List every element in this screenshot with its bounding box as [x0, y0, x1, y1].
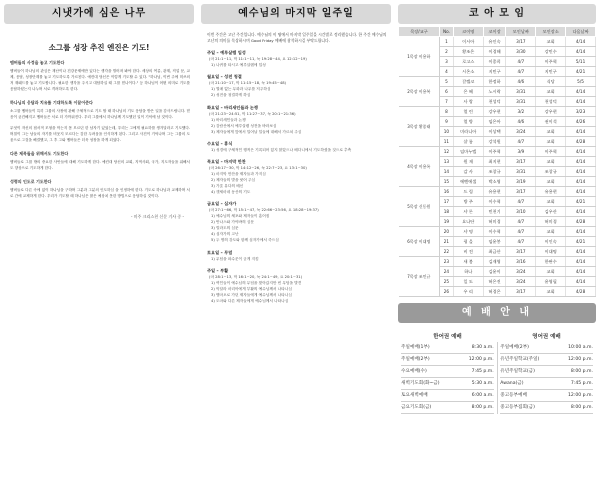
cell-group-table [398, 26, 596, 297]
table-cell: 한판수 [536, 257, 566, 267]
table-cell: 26 [440, 287, 454, 297]
table-cell: 4/14 [566, 187, 596, 197]
day-title: 주일 – 예루살렘 입성 [207, 50, 246, 55]
table-cell: 천성덕 [483, 97, 506, 107]
day-event: 1) 무덤을 파수꾼이 굳게 지킴 [211, 256, 259, 261]
day-event: 3) 엠마오로 가던 제자들에게 예수님께서 나타나심 [211, 292, 292, 297]
day-title: 화요일 – 바리새인들과 논쟁 [207, 104, 258, 110]
table-cell: 조창규 [536, 167, 566, 177]
table-cell: 3/10 [506, 207, 536, 217]
table-row [399, 107, 596, 117]
table-cell: 4/14 [566, 157, 596, 167]
table-cell: 8 [440, 107, 454, 117]
table-cell: 14 [440, 167, 454, 177]
worship-time: 12:00 p.m. [567, 357, 593, 362]
table-cell: 4/28 [566, 217, 596, 227]
worship-name: 토요새벽예배 [401, 393, 428, 398]
table-cell: 유용현 [536, 187, 566, 197]
table-cell: 민천기 [483, 207, 506, 217]
worship-name: Awana(금) [500, 381, 524, 386]
group-name-cell: 7목장 조인규 [399, 257, 440, 297]
table-cell: 19 [440, 217, 454, 227]
table-cell: 7 [440, 97, 454, 107]
worship-name: 금요기도회(금) [401, 405, 432, 410]
table-cell: 허미경 [483, 217, 506, 227]
table-cell: 샤 명 [453, 227, 483, 237]
essay-subheading: 성령의 인도로 기도한다 [10, 178, 52, 184]
table-cell: 5/5 [566, 77, 596, 87]
table-cell: 지민구 [536, 67, 566, 77]
cell-table-header: 목장/교구 [399, 27, 440, 37]
table-cell: 21 [440, 237, 454, 247]
table-cell: 6 [440, 87, 454, 97]
worship-time: 7:45 p.m. [570, 381, 593, 386]
table-cell: 4/21 [566, 67, 596, 77]
day-event: 4) 십자가의 고난 [211, 232, 239, 237]
table-row [399, 77, 596, 87]
day-scripture-ref: (마 21:1~11, 막 11:1~11, 눅 19:28~44, 요 12:12~19) [209, 57, 307, 61]
essay-paragraph: 멤버들이 하나님의 관심은 재난이나 건강문제에만 있다는 생각을 벌어져 봐야 한다. 세상의 여름, 관계, 직업 문, 교제, 응답, 성장단계를 놓고 기도하도록 가르친다. 예컨대 당신은 이렇게 기도할 수 있다. "하나님, 이번 주에 미쓰의 저 재패드를 놓고 기도합니다. 필요한 생각을 주시고 대답하실 때 그를 믿나이다." 등 하나님이 어떤 의미로 기도를 응답하셨는지 나누며 서로 격려하도록 한다. [10, 69, 190, 91]
passion-week-header: 예수님의 마지막 일주일 [201, 4, 391, 24]
table-cell: 4/14 [566, 227, 596, 237]
worship-name: 유년주일학교(주일) [500, 357, 540, 362]
day-scripture-ref: (마 21:23~24:51, 막 11:27~37, 눅 20:1~21:36) [209, 111, 296, 116]
cell-table-header: 코이장 [483, 27, 506, 37]
worship-time: 5:30 a.m. [471, 381, 494, 386]
worship-time: 12:00 p.m. [468, 357, 494, 362]
table-cell: 사 랑 [453, 97, 483, 107]
korean-worship-title: 한어권 예배 [433, 334, 462, 340]
table-cell: 강우현 [483, 107, 506, 117]
table-cell: 4/6 [506, 117, 536, 127]
day-event: 5) 두 명의 강도와 함께 십자가에서 죽으심 [211, 238, 279, 243]
table-cell: 4/14 [566, 177, 596, 187]
table-cell: 요나단 [453, 217, 483, 227]
table-cell: 허은진 [483, 277, 506, 287]
table-cell: 드 림 [453, 187, 483, 197]
table-cell: 이주혁 [536, 147, 566, 157]
table-cell: 교회 [536, 177, 566, 187]
table-cell: 하나 [453, 267, 483, 277]
table-cell: 권이석 [536, 117, 566, 127]
table-cell: 5/11 [566, 57, 596, 67]
table-cell: 4/7 [506, 67, 536, 77]
table-cell: 교회 [536, 37, 566, 47]
cell-table-header: 모인날짜 [506, 27, 536, 37]
table-cell: 4/14 [566, 147, 596, 157]
table-cell: 3/31 [506, 97, 536, 107]
table-cell: 식당 [536, 77, 566, 87]
table-cell: 교회 [536, 87, 566, 97]
table-cell: 김재영 [483, 257, 506, 267]
table-cell: 4/7 [506, 227, 536, 237]
essay-paragraph: 무엇이 자신의 접서적 모형을 막는지 몸 모르던 한 남자기 있었는데, 우리는 그에게 필요하를 생겨달라고 기도했다. 며칠이 그는 남들의 자기를 비웃지 모르다는 감한 두려움을 인식하게 된다. 그리고 사건이 기억나며 그는 그룹의 도움으로 그것을 해결했고, 그 후 그와 멤버들은 더욱 성장을 하게 되었다. [10, 126, 190, 143]
koinonia-header: 코 아 모 임 [398, 4, 596, 24]
table-cell: 이시아 [453, 37, 483, 47]
essay-subheading: 하나님의 응답과 치유를 기대하도록 이끌어준다 [10, 99, 93, 105]
table-cell: 방 주 [453, 197, 483, 207]
table-cell: 3/19 [506, 177, 536, 187]
table-cell: 3/17 [506, 287, 536, 297]
worship-row [401, 354, 494, 366]
table-cell: 이수혁 [483, 197, 506, 207]
cell-table-header-row [399, 27, 596, 37]
passion-week-intro: 이번 주간은 고난 주간입니다. 예수님의 이 땅에서 마지막 일주일을 시간별로 정리했습니다. 한 주간 예수님의 고난의 의미를 묵상하시며 Good Friday 예배에 참석하시길 부탁드립니다. [207, 32, 387, 43]
table-cell: 3/17 [506, 247, 536, 257]
day-event: 1) 바리새인들과 논쟁 [211, 117, 246, 122]
day-title: 금요일 – 십자가 [207, 201, 237, 207]
table-cell: 15 [440, 177, 454, 187]
table-cell: 4/21 [566, 237, 596, 247]
day-scripture-ref: (마 21:10~17, 막 11:15~18, 눅 19:45~48) [209, 81, 286, 86]
essay-header: 시냇가에 심은 나무 [4, 4, 194, 24]
essay-subheading: 다른 제목들을 위해서도 기도한다 [10, 151, 69, 157]
table-cell: 22 [440, 247, 454, 257]
day-event: 1) 예수님의 체포와 제자들이 흩어짐 [211, 214, 270, 219]
table-cell: 3/24 [506, 277, 536, 287]
table-row [399, 37, 596, 47]
table-cell: 지민구 [483, 67, 506, 77]
essay-paragraph: 멤버들로 다른 속에 없이 하나님을 구하며 그분과 그분의 인도하심 을 인정하에 한다. 기도로 하나님과 교제하며 서로 간에 교제하게 한다. 우리가 기도할 때 하나님은 많은 예상치 못한 방법으로 응답하실 것이다. [10, 187, 190, 198]
table-cell: 11 [440, 137, 454, 147]
table-cell: 4/14 [566, 87, 596, 97]
essay-body [4, 60, 194, 200]
day-event: 2) 제자들의 발을 씻어 주심 [211, 178, 256, 183]
table-cell: 로고스 [453, 57, 483, 67]
worship-name: 유년주일학교(금) [500, 369, 535, 374]
table-cell: 황조은 [453, 47, 483, 57]
table-cell: 4/14 [566, 47, 596, 57]
table-cell: 이수혁 [483, 227, 506, 237]
day-title: 토요일 – 무덤 [207, 249, 233, 255]
day-event: 2) 막달라 마리아에게 부활의 예수님께서 나타나심 [211, 286, 292, 291]
day-event: 2) 성전을 청결하게 하심 [211, 93, 251, 98]
day-scripture-ref: (마 27:1~66, 막 15:1~47, 눅 22:66~23:56, 요 18:28~19:37) [209, 208, 319, 213]
table-cell: 이종희 [483, 57, 506, 67]
table-cell: 미라니아 [453, 127, 483, 137]
worship-row [500, 378, 593, 390]
table-cell: 강민수 [536, 47, 566, 57]
korean-worship-list [398, 342, 497, 414]
table-cell: 윤영필 [536, 277, 566, 287]
essay-subheading: 멤버들의 사정을 놓고 기도한다 [10, 60, 65, 65]
table-cell: 비 전 [453, 247, 483, 257]
table-cell: 4/14 [566, 97, 596, 107]
day-title: 주일 – 부활 [207, 267, 229, 273]
worship-time: 6:00 a.m. [471, 393, 494, 398]
table-cell: 3/17 [506, 37, 536, 47]
worship-name: 주일예배(1부) [401, 345, 430, 350]
worship-row [401, 378, 494, 390]
table-cell: 우 리 [453, 287, 483, 297]
table-cell: 이인숙 [536, 237, 566, 247]
worship-row [500, 354, 593, 366]
worship-name: 중고등부예배 [500, 393, 527, 398]
table-row [399, 257, 596, 267]
cell-table-header: 코이명 [453, 27, 483, 37]
cell-table-header: 다음날짜 [566, 27, 596, 37]
table-cell: 12 [440, 147, 454, 157]
worship-time: 8:30 a.m. [471, 345, 494, 350]
table-cell: 한정하 [483, 77, 506, 87]
table-cell: 허경은 [483, 287, 506, 297]
worship-schedule [398, 342, 596, 414]
table-cell: 강우현 [536, 107, 566, 117]
column-koinonia [398, 4, 596, 414]
table-cell: 3 [440, 57, 454, 67]
table-cell: 4/14 [566, 267, 596, 277]
table-cell: 은 혜 [453, 87, 483, 97]
essay-title: 소그룹 성장 추진 엔진은 기도! [48, 43, 150, 52]
table-row [399, 227, 596, 237]
table-cell: 새 봄 [453, 257, 483, 267]
table-cell: 4/7 [506, 137, 536, 147]
worship-name: 주일예배(2부) [500, 345, 529, 350]
table-cell: 열 린 [453, 107, 483, 117]
essay-paragraph: 소그룹 멤버들이 특히 그룹의 사정에 관해 구체적으로 기도 할 때 하나님의 기도 응답을 받은 일을 감사드립니다. 믿음이 균건해지고 멤버들은 서로 더 가까워진다. 우리 그룹에서 하나님께 기도했던 일이 기억에 남 것이다. [10, 108, 190, 119]
table-cell: 3/30 [506, 47, 536, 57]
table-cell: 20 [440, 227, 454, 237]
table-cell: 샬 롬 [453, 137, 483, 147]
group-name-cell: 1목장 이용하 [399, 37, 440, 77]
passion-week-days [201, 50, 391, 304]
table-cell: 3/17 [506, 187, 536, 197]
group-name-cell: 5목장 신동원 [399, 187, 440, 227]
group-name-cell: 6목장 이대명 [399, 227, 440, 257]
table-cell: 3/24 [506, 267, 536, 277]
table-cell: 박소영 [483, 177, 506, 187]
table-cell: 노시락 [483, 87, 506, 97]
worship-time: 10:00 a.m. [568, 345, 593, 350]
table-cell: 감 사 [453, 167, 483, 177]
day-event: 1) 성경에 구체적인 행적은 기록되어 있지 않았으나 베다니에서 기도하셨을 것으로 추측 [211, 147, 352, 152]
table-cell: 3/17 [506, 157, 536, 167]
table-cell: 김우산 [536, 207, 566, 217]
table-cell: 교회 [536, 197, 566, 207]
table-cell: 유인숙 [483, 37, 506, 47]
worship-name: 중고등부집회(금) [500, 405, 535, 410]
table-cell: 4/7 [506, 197, 536, 207]
table-cell: 갈렙코 [453, 77, 483, 87]
table-cell: 유용현 [483, 187, 506, 197]
table-cell: 4/14 [566, 127, 596, 137]
day-event: 2) 감람산에서 예루살렘 성전을 바라보심 [211, 123, 277, 128]
table-cell: 13 [440, 157, 454, 167]
worship-time: 7:45 p.m. [471, 369, 494, 374]
table-cell: 3/2 [506, 107, 536, 117]
table-cell: 열 방 [453, 117, 483, 127]
worship-row [401, 366, 494, 378]
worship-time: 8:00 p.m. [570, 369, 593, 374]
table-cell: 2 [440, 47, 454, 57]
day-event: 4) 겟세마네 동산의 기도 [211, 190, 251, 195]
table-cell: 4/21 [566, 197, 596, 207]
worship-name: 주일예배(2부) [401, 357, 430, 362]
table-cell: 강석원 [483, 137, 506, 147]
table-cell: 교회 [536, 287, 566, 297]
table-cell: 원 재 [453, 157, 483, 167]
day-title: 월요일 – 성전 청결 [207, 74, 242, 80]
table-cell: 교회 [536, 267, 566, 277]
column-passion-week [201, 4, 391, 305]
worship-name: 새벽기도회(화~금) [401, 381, 440, 386]
table-cell: 4/14 [566, 247, 596, 257]
group-name-cell: 3목장 황종태 [399, 107, 440, 147]
table-cell: 4/26 [566, 117, 596, 127]
table-cell: 23 [440, 257, 454, 267]
table-cell: 3/9 [506, 147, 536, 157]
table-cell: 16 [440, 187, 454, 197]
table-cell: 조창규 [483, 167, 506, 177]
table-cell: 4/14 [566, 167, 596, 177]
table-cell: 이주혁 [536, 57, 566, 67]
worship-row [500, 390, 593, 402]
table-cell: 4/7 [506, 217, 536, 227]
table-cell: 평 을 [453, 237, 483, 247]
table-cell: 4/14 [566, 37, 596, 47]
table-cell: 4/6 [506, 77, 536, 87]
table-cell: 이경해 [483, 47, 506, 57]
table-cell: 4/28 [566, 287, 596, 297]
table-cell: 시온소 [453, 67, 483, 77]
english-worship-list [497, 342, 596, 414]
table-cell: 18 [440, 207, 454, 217]
table-cell: 10 [440, 127, 454, 137]
table-cell: 일 도 [453, 277, 483, 287]
table-cell: 교회 [536, 227, 566, 237]
worship-row [401, 390, 494, 402]
english-worship-title: 영어권 예배 [532, 334, 561, 340]
table-cell: 천성덕 [536, 97, 566, 107]
table-cell: 3/24 [506, 127, 536, 137]
cell-table-header: 모인장소 [536, 27, 566, 37]
table-cell: 임윤봉 [483, 237, 506, 247]
day-event: 4) 도마와 다른 제자들에게 예수님께서 나타나심 [211, 298, 289, 303]
worship-time: 8:00 p.m. [570, 405, 593, 410]
worship-row [500, 366, 593, 378]
table-cell: 9 [440, 117, 454, 127]
table-cell: 4/7 [506, 237, 536, 247]
worship-column-titles [398, 332, 596, 340]
table-cell: 25 [440, 277, 454, 287]
worship-name: 수요예배(수) [401, 369, 427, 374]
day-event: 3) 제자들에게 앞에서 일어날 일들에 대해서 가르쳐 주심 [211, 129, 302, 134]
day-event: 3) 가롯 유다의 배신 [211, 184, 244, 189]
table-cell: 4/14 [566, 257, 596, 267]
table-row [399, 187, 596, 197]
table-cell: 임은아 [483, 117, 506, 127]
worship-row [401, 402, 494, 414]
table-cell: 17 [440, 197, 454, 207]
worship-row [500, 402, 593, 414]
worship-time: 8:00 p.m. [471, 405, 494, 410]
table-cell: 최지현 [483, 157, 506, 167]
day-event: 1) 열매 없는 무화과 나무를 저주하심 [211, 87, 271, 92]
day-event: 3) 빌라도의 심문 [211, 226, 239, 231]
worship-row [401, 342, 494, 354]
table-cell: 4 [440, 67, 454, 77]
day-scripture-ref: (마 28:1~13, 막 16:1~20, 눅 24:1~49, 요 20:1~31) [209, 274, 303, 279]
worship-row [500, 342, 593, 354]
table-cell: 4/14 [566, 277, 596, 287]
group-name-cell: 4목장 이용록 [399, 147, 440, 187]
table-cell: 교회 [536, 127, 566, 137]
table-cell: 이대명 [536, 247, 566, 257]
table-cell: 24 [440, 267, 454, 277]
table-cell: 교회 [536, 157, 566, 167]
essay-paragraph: 멤버들로 그룹 밖의 중요한 사안들에 대해 기도하게 한다. 예컨대 당신의 교회, 지역사회, 국가, 지도자들을 위해서도 향상으로 기도하게 한다. [10, 160, 190, 171]
table-cell: 샤 론 [453, 207, 483, 217]
table-cell: 3/16 [506, 257, 536, 267]
essay-signature: - 미주 크리스천 신문 기사 중 - [130, 213, 184, 219]
table-cell: 3/31 [506, 167, 536, 177]
table-cell: 교회 [536, 137, 566, 147]
table-cell: 김윤이 [483, 267, 506, 277]
table-cell: 이주혁 [483, 147, 506, 157]
table-cell: 4/14 [566, 207, 596, 217]
day-event: 2) 안나스와 가야바의 심문 [211, 220, 254, 225]
day-event: 1) 나귀를 타시고 예루살렘에 입성 [211, 63, 266, 67]
worship-header: 예 배 안 내 [398, 303, 596, 323]
cell-table-header: No. [440, 27, 454, 37]
table-cell: 에벤에셀 [453, 177, 483, 187]
day-title: 목요일 – 마지막 만찬 [207, 159, 246, 165]
day-event: 1) 여인들이 예수님의 무덤을 찾아갔지만 빈 무덤을 발견 [211, 280, 302, 285]
day-event: 1) 마지막 만찬을 제자들과 가지심 [211, 172, 266, 177]
day-scripture-ref: (마 26:17~30, 막 14:12~26, 눅 22:7~23, 요 13:1~30) [209, 166, 307, 171]
table-cell: 3/23 [566, 107, 596, 117]
worship-time: 12:00 p.m. [567, 393, 593, 398]
table-cell: 5 [440, 77, 454, 87]
column-essay [4, 4, 194, 220]
table-cell: 임마누엘 [453, 147, 483, 157]
table-cell: 최금산 [483, 247, 506, 257]
table-cell: 허미경 [536, 217, 566, 227]
table-row [399, 147, 596, 157]
group-name-cell: 2목장 이용복 [399, 77, 440, 107]
table-cell: 4/28 [566, 137, 596, 147]
day-title: 수요일 – 휴식 [207, 140, 233, 146]
table-cell: 4/7 [506, 57, 536, 67]
table-cell: 3/31 [506, 87, 536, 97]
table-cell: 이상택 [483, 127, 506, 137]
table-cell: 1 [440, 37, 454, 47]
